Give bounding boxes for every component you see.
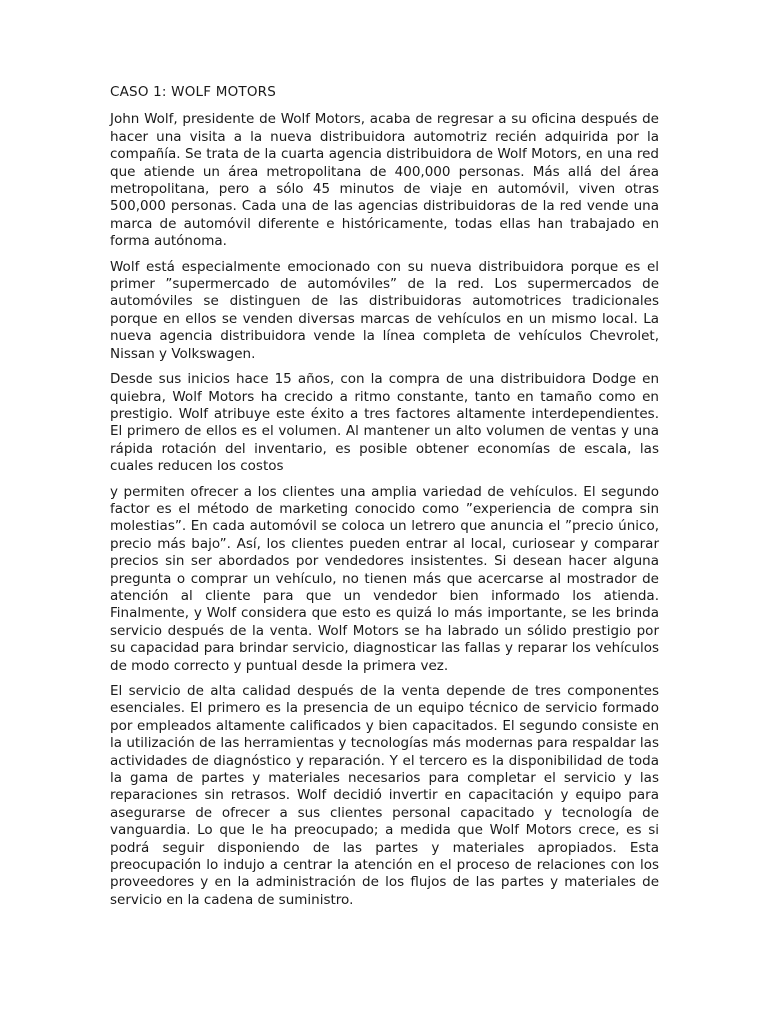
- paragraph-4: y permiten ofrecer a los clientes una amplia variedad de vehículos. El segundo factor es el método de marketing conocido como ”experiencia de compra sin molestias”. En cada automóvil se coloca un letrero que anuncia el ”precio único, precio más bajo”. Así, los clientes pueden entrar al local, curiosear y comparar precios sin ser abordados por vendedores insistentes. Si desean hacer alguna pregunta o comprar un vehículo, no tienen más que acercarse al mostrador de atención al cliente para que un vendedor bien informado los atienda. Finalmente, y Wolf considera que esto es quizá lo más importante, se les brinda servicio después de la venta. Wolf Motors se ha labrado un sólido prestigio por su capacidad para brindar servicio, diagnosticar las fallas y reparar los vehículos de modo correcto y puntual desde la primera vez.: [110, 483, 659, 674]
- paragraph-5: El servicio de alta calidad después de la venta depende de tres componentes esenciales. El primero es la presencia de un equipo técnico de servicio formado por empleados altamente calificados y bien capacitados. El segundo consiste en la utilización de las herramientas y tecnologías más modernas para respaldar las actividades de diagnóstico y reparación. Y el tercero es la disponibilidad de toda la gama de partes y materiales necesarios para completar el servicio y las reparaciones sin retrasos. Wolf decidió invertir en capacitación y equipo para asegurarse de ofrecer a sus clientes personal capacitado y tecnología de vanguardia. Lo que le ha preocupado; a medida que Wolf Motors crece, es si podrá seguir disponiendo de las partes y materiales apropiados. Esta preocupación lo indujo a centrar la atención en el proceso de relaciones con los proveedores y en la administración de los flujos de las partes y materiales de servicio en la cadena de suministro.: [110, 683, 659, 908]
- paragraph-2: Wolf está especialmente emocionado con su nueva distribuidora porque es el primer ”supermercado de automóviles” de la red. Los supermercados de automóviles se distinguen de las distribuidoras automotrices tradicionales porque en ellos se venden diversas marcas de vehículos en un mismo local. La nueva agencia distribuidora vende la línea completa de vehículos Chevrolet, Nissan y Volkswagen.: [110, 258, 659, 362]
- paragraph-1: John Wolf, presidente de Wolf Motors, acaba de regresar a su oficina después de hacer una visita a la nueva distribuidora automotriz recién adquirida por la compañía. Se trata de la cuarta agencia distribuidora de Wolf Motors, en una red que atiende un área metropolitana de 400,000 personas. Más allá del área metropolitana, pero a sólo 45 minutos de viaje en automóvil, viven otras 500,000 personas. Cada una de las agencias distribuidoras de la red vende una marca de automóvil diferente e históricamente, todas ellas han trabajado en forma autónoma.: [110, 111, 659, 250]
- document-title: CASO 1: WOLF MOTORS: [110, 84, 277, 100]
- document-page: [110, 84, 659, 917]
- paragraph-3: Desde sus inicios hace 15 años, con la compra de una distribuidora Dodge en quiebra, Wolf Motors ha crecido a ritmo constante, tanto en tamaño como en prestigio. Wolf atribuye este éxito a tres factores altamente interdependientes. El primero de ellos es el volumen. Al mantener un alto volumen de ventas y una rápida rotación del inventario, es posible obtener economías de escala, las cuales reducen los costos: [110, 371, 659, 475]
